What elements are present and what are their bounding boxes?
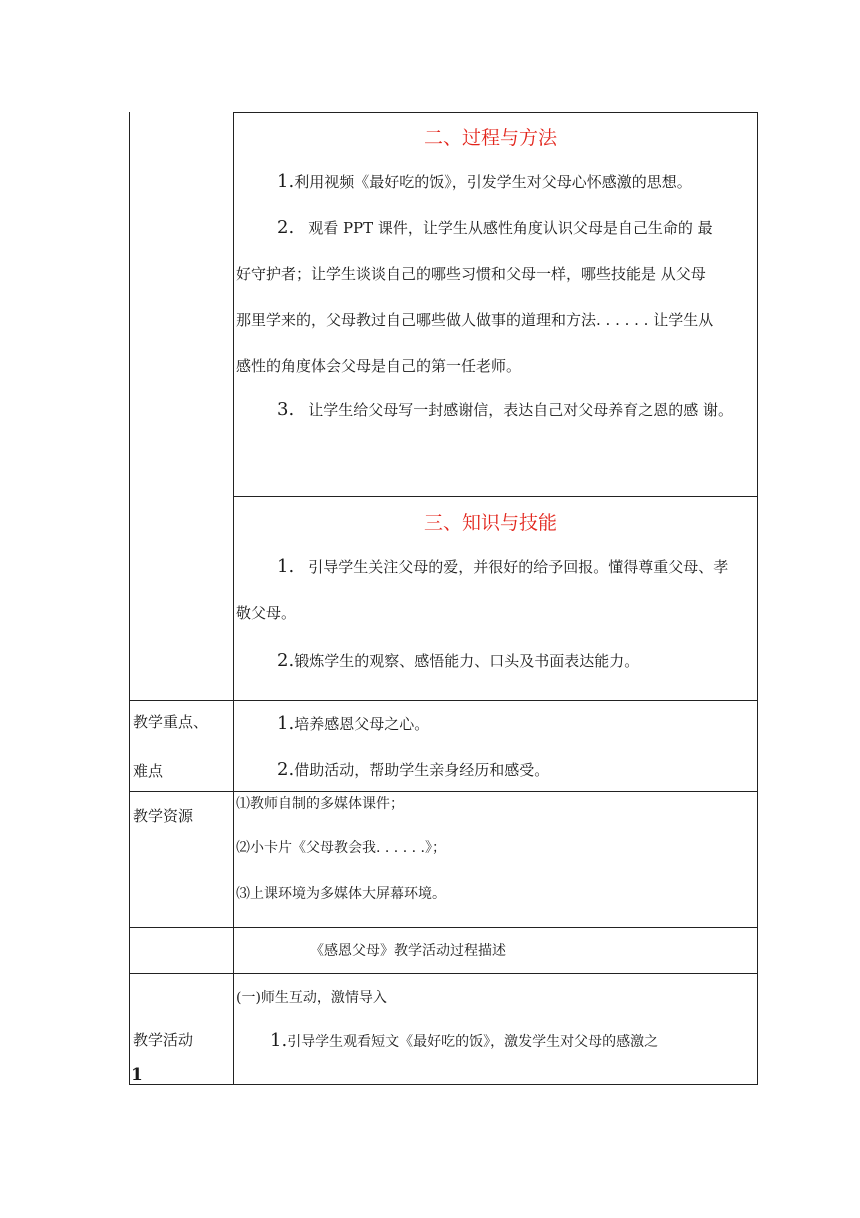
table-border-left (129, 112, 130, 1085)
activity1-label-line1: 教学活动 (133, 1031, 194, 1049)
section3-item2 (277, 651, 639, 671)
keypoints-item2-num: 2. (277, 759, 295, 780)
activity1-label-line2: 1 (131, 1065, 143, 1085)
section2-item2-line1-text: 观看 PPT 课件，让学生从感性角度认识父母是自己生命的 最 (308, 219, 713, 237)
section2-item3 (277, 400, 733, 420)
section2-item2-line2: 好守护者；让学生谈谈自己的哪些习惯和父母一样，哪些技能是 从父母 (236, 265, 706, 283)
section3-item1-line1-text: 引导学生关注父母的爱，并很好的给予回报。懂得尊重父母、孝 (308, 558, 729, 576)
section2-item3-num: 3. (277, 399, 295, 420)
activity1-item1-text: 引导学生观看短文《最好吃的饭》，激发学生对父母的感激之 (287, 1034, 659, 1050)
keypoints-label-line2: 难点 (133, 762, 164, 780)
row-divider-keypoints (129, 700, 758, 701)
section3-item2-num: 2. (277, 650, 295, 671)
section3-item1-line2: 敬父母。 (236, 604, 297, 622)
section3-item2-text: 锻炼学生的观察、感悟能力、口头及书面表达能力。 (294, 652, 640, 670)
resources-item3: ⑶上课环境为多媒体大屏幕环境。 (236, 886, 446, 902)
section3-title: 三、知识与技能 (424, 512, 558, 534)
resources-item2: ⑵小卡片《父母教会我. . . . . .》； (236, 840, 446, 856)
keypoints-label-line1: 教学重点、 (133, 713, 209, 731)
table-border-right (757, 112, 758, 1085)
section2-item2-line1 (277, 218, 713, 238)
table-column-divider (233, 112, 234, 1085)
resources-label: 教学资源 (133, 807, 194, 825)
keypoints-item2 (277, 760, 549, 780)
row-divider-activity (129, 973, 758, 974)
row-divider-resources (129, 791, 758, 792)
section2-item2-line3: 那里学来的，父母教过自己哪些做人做事的道理和方法. . . . . . 让学生从 (236, 311, 714, 329)
keypoints-item2-text: 借助活动，帮助学生亲身经历和感受。 (294, 761, 550, 779)
section2-item2-num: 2. (277, 217, 295, 238)
section2-item1 (277, 172, 692, 192)
row-divider-section3 (233, 496, 758, 497)
keypoints-item1 (277, 714, 429, 734)
section2-title: 二、过程与方法 (424, 127, 558, 149)
section2-item1-text: 利用视频《最好吃的饭》，引发学生对父母心怀感激的思想。 (294, 173, 692, 191)
process-title: 《感恩父母》教学活动过程描述 (310, 943, 506, 959)
activity1-item1-num: 1. (270, 1030, 288, 1051)
activity1-item1 (270, 1031, 658, 1052)
resources-item1: ⑴教师自制的多媒体课件； (236, 796, 404, 812)
table-border-top (233, 112, 758, 113)
section2-item1-num: 1. (277, 171, 295, 192)
keypoints-item1-num: 1. (277, 713, 295, 734)
section3-item1-line1 (277, 557, 728, 577)
table-border-bottom (129, 1084, 758, 1085)
keypoints-item1-text: 培养感恩父母之心。 (294, 715, 430, 733)
section3-item1-num: 1. (277, 556, 295, 577)
section2-item3-text: 让学生给父母写一封感谢信，表达自己对父母养育之恩的感 谢。 (308, 401, 733, 419)
activity1-heading: (一)师生互动，激情导入 (236, 990, 387, 1006)
section2-item2-line4: 感性的角度体会父母是自己的第一任老师。 (236, 357, 522, 375)
row-divider-process-title (129, 927, 758, 928)
